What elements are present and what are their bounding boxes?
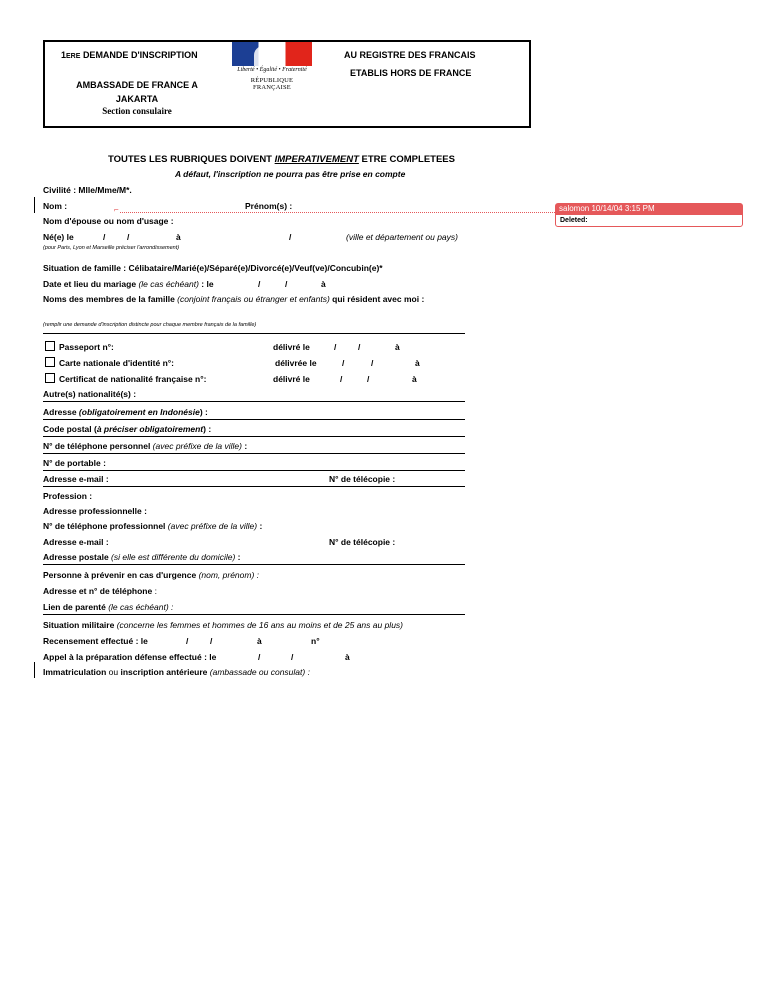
registre-line-1: AU REGISTRE DES FRANCAIS: [344, 50, 476, 60]
passeport-label: Passeport n°:: [59, 342, 114, 352]
demande-title: 1ERE DEMANDE D'INSCRIPTION: [61, 50, 198, 60]
date-slash: /: [371, 358, 374, 368]
date-slash: /: [103, 232, 106, 242]
logo-motto: Liberté • Égalité • Fraternité: [237, 67, 307, 73]
portable-label: N° de portable :: [43, 458, 106, 468]
code-postal-label: Code postal (à préciser obligatoirement) :: [43, 424, 212, 434]
divider: [43, 333, 465, 334]
a-label: à: [345, 652, 350, 662]
tel-personnel-label: N° de téléphone personnel (avec préfixe de la ville) :: [43, 441, 248, 451]
mariage-label: Date et lieu du mariage (le cas échéant) : le: [43, 279, 214, 289]
civilite-label: Civilité : Mlle/Mme/M*.: [43, 185, 132, 195]
telecopie-label: N° de télécopie :: [329, 474, 396, 484]
lien-parente-label: Lien de parenté (le cas échéant) :: [43, 602, 174, 612]
flag-icon: [232, 42, 312, 66]
comment-balloon[interactable]: [555, 203, 743, 227]
insertion-caret-icon: ⌐: [114, 205, 119, 214]
intro-warning: A défaut, l'inscription ne pourra pas être prise en compte: [175, 169, 406, 179]
divider: [43, 453, 465, 454]
date-slash: /: [258, 652, 261, 662]
delivre-le-label: délivré le: [273, 374, 310, 384]
slash-label: /: [289, 232, 292, 242]
divider: [43, 401, 465, 402]
date-slash: /: [367, 374, 370, 384]
adresse-tel-urgence-label: Adresse et n° de téléphone :: [43, 586, 157, 596]
registre-line-2: ETABLIS HORS DE FRANCE: [350, 68, 472, 78]
change-bar: [34, 662, 35, 678]
comment-author-date: salomon 10/14/04 3:15 PM: [555, 203, 743, 214]
remplir-note: (remplir une demande d'inscription distincte pour chaque membre français de la famille): [43, 322, 257, 328]
date-slash: /: [291, 652, 294, 662]
a-label: à: [415, 358, 420, 368]
certificat-label: Certificat de nationalité française n°:: [59, 374, 207, 384]
date-slash: /: [210, 636, 213, 646]
appel-defense-label: Appel à la préparation défense effectué : le: [43, 652, 217, 662]
carte-identite-label: Carte nationale d'identité n°:: [59, 358, 174, 368]
adresse-postale-label: Adresse postale (si elle est différente du domicile) :: [43, 552, 241, 562]
section-consulaire: Section consulaire: [102, 106, 172, 116]
ambassade-line-2: JAKARTA: [115, 94, 159, 104]
a-label: à: [395, 342, 400, 352]
profession-label: Profession :: [43, 491, 93, 501]
divider: [43, 614, 465, 615]
nom-label: Nom :: [43, 201, 68, 211]
paris-note: (pour Paris, Lyon et Marseille préciser l'arrondissement): [43, 245, 180, 251]
delivree-le-label: délivrée le: [275, 358, 317, 368]
date-slash: /: [127, 232, 130, 242]
logo-republic: RÉPUBLIQUE FRANÇAISE: [250, 77, 294, 91]
email-label: Adresse e-mail :: [43, 474, 109, 484]
divider: [43, 486, 465, 487]
certificat-checkbox[interactable]: [45, 373, 55, 383]
prenoms-label: Prénom(s) :: [245, 201, 293, 211]
ambassade-line-1: AMBASSADE DE FRANCE A: [76, 80, 198, 90]
change-bar: [34, 197, 35, 213]
ville-departement-note: (ville et département ou pays): [346, 232, 458, 242]
numero-label: n°: [311, 636, 320, 646]
situation-famille: Situation de famille : Célibataire/Marié(e)/Séparé(e)/Divorcé(e)/Veuf(ve)/Concubin(e)*: [43, 263, 383, 273]
a-label: à: [257, 636, 262, 646]
situation-militaire-label: Situation militaire (concerne les femmes et hommes de 16 ans au moins et de 25 ans au plus): [43, 620, 404, 630]
comment-connector: [120, 212, 555, 213]
intro-heading: TOUTES LES RUBRIQUES DOIVENT IMPERATIVEMENT ETRE COMPLETEES: [108, 154, 455, 165]
date-slash: /: [334, 342, 337, 352]
delivre-le-label: délivré le: [273, 342, 310, 352]
date-slash: /: [258, 279, 261, 289]
a-label: à: [321, 279, 326, 289]
recensement-label: Recensement effectué : le: [43, 636, 148, 646]
adresse-pro-label: Adresse professionnelle :: [43, 506, 147, 516]
telecopie-pro-label: N° de télécopie :: [329, 537, 396, 547]
carte-identite-checkbox[interactable]: [45, 357, 55, 367]
ne-le-label: Né(e) le: [43, 232, 74, 242]
immatriculation-label: Immatriculation ou inscription antérieure (ambassade ou consulat) :: [43, 667, 310, 677]
divider: [43, 436, 465, 437]
a-label: à: [176, 232, 181, 242]
date-slash: /: [285, 279, 288, 289]
comment-deleted-label: Deleted:: [555, 214, 743, 227]
divider: [43, 564, 465, 565]
date-slash: /: [342, 358, 345, 368]
adresse-indonesie-label: Adresse (obligatoirement en Indonésie) :: [43, 407, 208, 417]
autres-nationalites: Autre(s) nationalité(s) :: [43, 389, 137, 399]
a-label: à: [412, 374, 417, 384]
personne-urgence-label: Personne à prévenir en cas d'urgence (nom, prénom) :: [43, 570, 260, 580]
divider: [43, 419, 465, 420]
membres-famille-label: Noms des membres de la famille (conjoint français ou étranger et enfants) qui résident avec moi :: [43, 294, 425, 304]
passeport-checkbox[interactable]: [45, 341, 55, 351]
date-slash: /: [340, 374, 343, 384]
date-slash: /: [186, 636, 189, 646]
date-slash: /: [358, 342, 361, 352]
divider: [43, 470, 465, 471]
nom-epouse-label: Nom d'épouse ou nom d'usage :: [43, 216, 174, 226]
tel-pro-label: N° de téléphone professionnel (avec préfixe de la ville) :: [43, 521, 263, 531]
email-pro-label: Adresse e-mail :: [43, 537, 109, 547]
republique-francaise-logo: [232, 42, 312, 91]
